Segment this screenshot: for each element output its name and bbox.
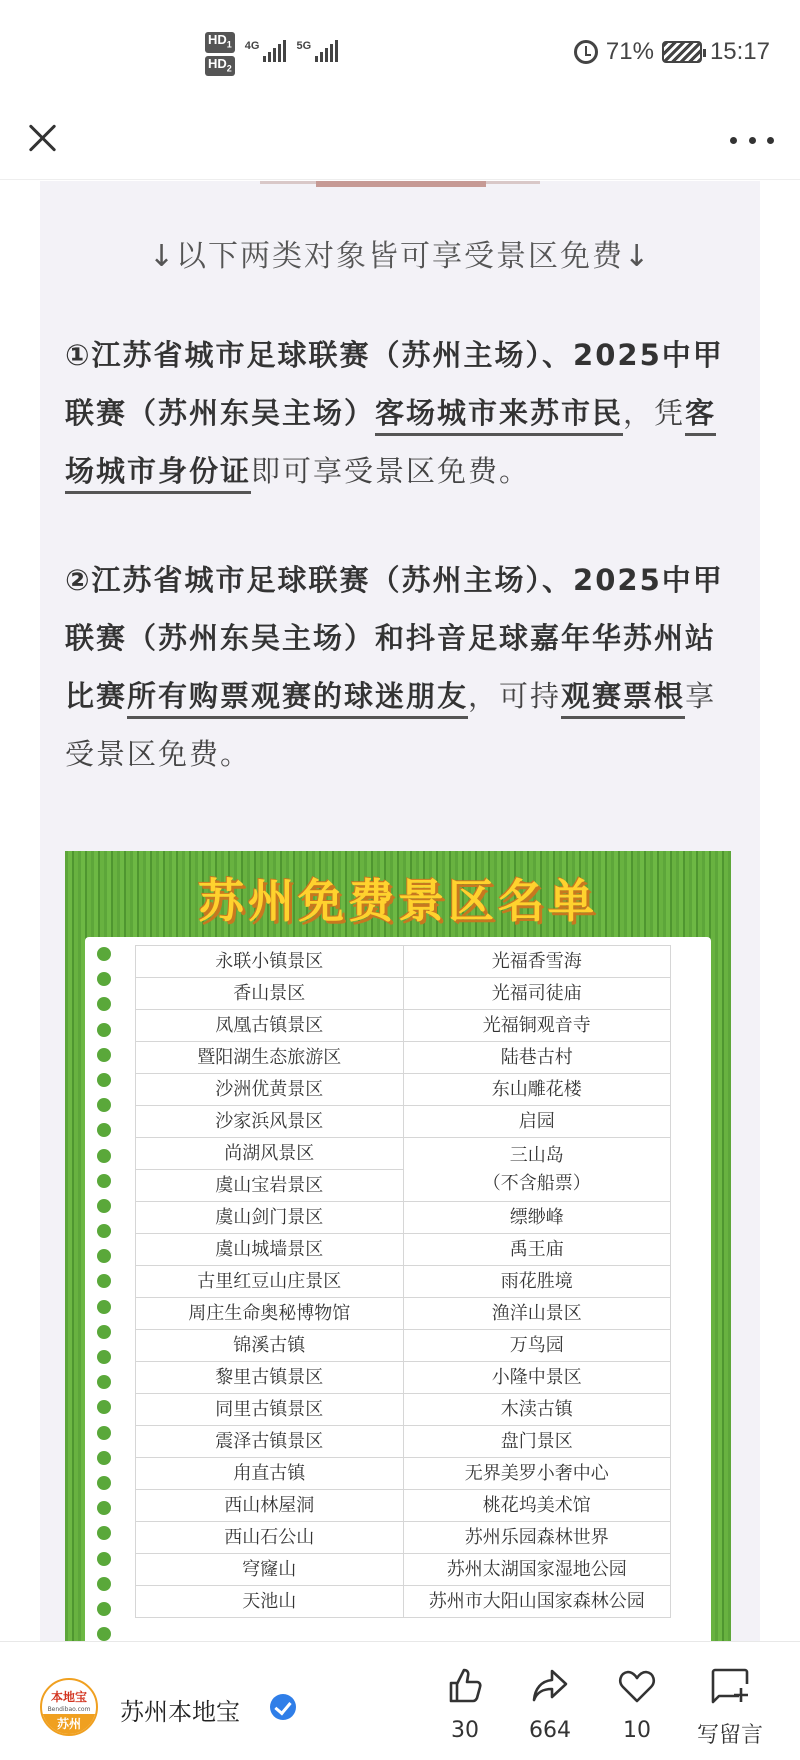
table-row: [136, 1394, 671, 1426]
scenic-left-cell: 凤凰古镇景区: [136, 1010, 404, 1042]
ring-dot: [97, 1375, 111, 1389]
battery-percent: 71%: [605, 38, 654, 65]
more-icon[interactable]: [730, 130, 774, 150]
scenic-right-cell: 禹王庙: [403, 1234, 671, 1266]
ring-dot: [97, 1325, 111, 1339]
clock: 15:17: [709, 38, 770, 65]
table-row: [136, 1202, 671, 1234]
comment-label: 写留言: [696, 1723, 763, 1748]
avatar-city: 苏州: [42, 1714, 96, 1734]
para2-underline-b: 观赛票根: [561, 679, 685, 719]
para1-text-b: 即可享受景区免费。: [251, 454, 531, 488]
table-row: [136, 1554, 671, 1586]
comment-button[interactable]: [680, 1662, 780, 1749]
ring-dot: [97, 1526, 111, 1540]
favorite-button[interactable]: [597, 1662, 677, 1743]
ring-dot: [97, 1073, 111, 1087]
ring-dot: [97, 1199, 111, 1213]
table-row: [136, 1010, 671, 1042]
ring-dot: [97, 1577, 111, 1591]
scenic-left-cell: 震泽古镇景区: [136, 1426, 404, 1458]
ring-dot: [97, 1426, 111, 1440]
paragraph-1: [65, 326, 735, 500]
scenic-right-cell: 东山雕花楼: [403, 1074, 671, 1106]
share-button[interactable]: [510, 1662, 590, 1743]
ring-dot: [97, 1400, 111, 1414]
table-row: [136, 1266, 671, 1298]
para2-underline-a: 所有购票观赛的球迷朋友: [127, 679, 468, 719]
scenic-right-merged-line1: 三山岛: [509, 1144, 564, 1166]
scenic-table: [135, 945, 671, 1618]
scenic-right-cell: 雨花胜境: [403, 1266, 671, 1298]
avatar[interactable]: [40, 1678, 98, 1736]
share-count: 664: [529, 1718, 571, 1743]
scenic-left-cell: 永联小镇景区: [136, 946, 404, 978]
para2-bold: ②江苏省城市足球联赛（苏州主场）、2025中甲联赛（苏州东吴主场）和抖音足球嘉年华苏州站比赛: [65, 563, 724, 713]
scenic-right-cell: 无界美罗小奢中心: [403, 1458, 671, 1490]
scenic-list-poster[interactable]: [65, 851, 731, 1641]
scenic-right-cell: 桃花坞美术馆: [403, 1490, 671, 1522]
scenic-right-cell: 苏州太湖国家湿地公园: [403, 1554, 671, 1586]
table-row: [136, 1426, 671, 1458]
comment-icon: [680, 1662, 780, 1710]
table-row: [136, 1522, 671, 1554]
table-row: [136, 1490, 671, 1522]
table-row: [136, 1458, 671, 1490]
avatar-logo-url: Bendibao.com: [47, 1706, 91, 1713]
scenic-left-cell: 沙家浜风景区: [136, 1106, 404, 1138]
heart-icon: [597, 1662, 677, 1710]
scenic-left-cell: 虞山宝岩景区: [136, 1170, 404, 1202]
ring-dot: [97, 997, 111, 1011]
scenic-right-cell: 苏州乐园森林世界: [403, 1522, 671, 1554]
scenic-left-cell: 暨阳湖生态旅游区: [136, 1042, 404, 1074]
net2-label: 5G: [296, 40, 312, 52]
para2-text-b: 享受景区免费。: [65, 679, 717, 771]
signal-4g-icon: [245, 40, 287, 62]
verified-icon: [270, 1694, 296, 1720]
scenic-left-cell: 锦溪古镇: [136, 1330, 404, 1362]
scenic-left-cell: 沙洲优黄景区: [136, 1074, 404, 1106]
scenic-left-cell: 周庄生命奥秘博物馆: [136, 1298, 404, 1330]
ring-dot: [97, 1501, 111, 1515]
ring-dot: [97, 1023, 111, 1037]
scenic-right-cell: 盘门景区: [403, 1426, 671, 1458]
scenic-right-cell: 木渎古镇: [403, 1394, 671, 1426]
paragraph-2: [65, 551, 735, 783]
para1-bold: ①江苏省城市足球联赛（苏州主场）、2025中甲联赛（苏州东吴主场）: [65, 338, 724, 430]
list-paper: [85, 937, 711, 1641]
ring-dot: [97, 1123, 111, 1137]
ring-dot: [97, 1098, 111, 1112]
table-row: [136, 946, 671, 978]
article-content[interactable]: [0, 181, 800, 1641]
thumbs-up-icon: [425, 1662, 505, 1710]
scenic-left-cell: 古里红豆山庄景区: [136, 1266, 404, 1298]
like-count: 30: [451, 1718, 479, 1743]
scenic-right-cell: 光福香雪海: [403, 946, 671, 978]
ring-dot: [97, 1149, 111, 1163]
table-row: [136, 1106, 671, 1138]
intro-text: ↓以下两类对象皆可享受景区免费↓: [148, 239, 652, 274]
scenic-right-merged-line2: （不含船票）: [482, 1172, 591, 1194]
status-right: [574, 38, 770, 66]
divider-accent: [316, 181, 486, 187]
ring-dot: [97, 1249, 111, 1263]
scenic-right-cell: 缥缈峰: [403, 1202, 671, 1234]
hd2-badge: $HD_2$: [205, 56, 235, 77]
scenic-left-cell: 香山景区: [136, 978, 404, 1010]
para1-underline-b: 客场城市身份证: [65, 396, 716, 494]
ring-dot: [97, 1300, 111, 1314]
network-indicators: [205, 32, 338, 82]
content-card: [40, 181, 760, 1641]
ring-dot: [97, 1602, 111, 1616]
scenic-left-cell: 穹窿山: [136, 1554, 404, 1586]
table-row: [136, 1138, 671, 1170]
scenic-left-cell: 同里古镇景区: [136, 1394, 404, 1426]
para1-underline-a: 客场城市来苏市民: [375, 396, 623, 436]
table-row: [136, 978, 671, 1010]
scenic-right-cell: 小隆中景区: [403, 1362, 671, 1394]
table-row: [136, 1234, 671, 1266]
table-row: [136, 1586, 671, 1618]
scenic-right-cell: 陆巷古村: [403, 1042, 671, 1074]
ring-dot: [97, 972, 111, 986]
scenic-left-cell: 西山林屋洞: [136, 1490, 404, 1522]
para1-text-a: ，凭: [623, 396, 686, 430]
table-row: [136, 1042, 671, 1074]
ring-dot: [97, 1627, 111, 1641]
hd1-badge: $HD_1$: [205, 32, 235, 53]
ring-dot: [97, 1451, 111, 1465]
scenic-left-cell: 甪直古镇: [136, 1458, 404, 1490]
scenic-right-cell: 启园: [403, 1106, 671, 1138]
bottom-bar: [0, 1641, 800, 1760]
signal-5g-icon: [296, 40, 338, 62]
scenic-left-cell: 尚湖风景区: [136, 1138, 404, 1170]
ring-dot: [97, 1048, 111, 1062]
table-row: [136, 1330, 671, 1362]
alarm-icon: [574, 40, 598, 64]
close-icon[interactable]: [22, 118, 62, 158]
scenic-right-cell: 渔洋山景区: [403, 1298, 671, 1330]
hd-indicators: [205, 32, 235, 76]
table-row: [136, 1362, 671, 1394]
scenic-left-cell: 西山石公山: [136, 1522, 404, 1554]
battery-charging-icon: [662, 41, 702, 63]
ring-dot: [97, 1224, 111, 1238]
scenic-right-cell: 光福铜观音寺: [403, 1010, 671, 1042]
ring-dot: [97, 1274, 111, 1288]
ring-dot: [97, 1552, 111, 1566]
net1-label: 4G: [244, 40, 260, 52]
scenic-left-cell: 虞山城墙景区: [136, 1234, 404, 1266]
scenic-right-merged-cell: [403, 1138, 671, 1202]
ring-dot: [97, 947, 111, 961]
table-row: [136, 1074, 671, 1106]
scenic-right-cell: 光福司徒庙: [403, 978, 671, 1010]
like-button[interactable]: [425, 1662, 505, 1743]
fav-count: 10: [623, 1718, 651, 1743]
poster-title: 苏州免费景区名单: [198, 874, 598, 928]
table-row: [136, 1298, 671, 1330]
share-icon: [510, 1662, 590, 1710]
para2-text-a: ，可持: [468, 679, 562, 713]
ring-dot: [97, 1476, 111, 1490]
ring-dot: [97, 1174, 111, 1188]
scenic-left-cell: 虞山剑门景区: [136, 1202, 404, 1234]
scenic-right-cell: 苏州市大阳山国家森林公园: [403, 1586, 671, 1618]
account-name[interactable]: 苏州本地宝: [120, 1698, 240, 1726]
scenic-left-cell: 天池山: [136, 1586, 404, 1618]
scenic-right-cell: 万鸟园: [403, 1330, 671, 1362]
status-bar: [0, 0, 800, 110]
nav-bar: [0, 110, 800, 180]
avatar-logo-text: 本地宝: [50, 1690, 87, 1704]
notebook-rings: [97, 947, 117, 1641]
scenic-left-cell: 黎里古镇景区: [136, 1362, 404, 1394]
ring-dot: [97, 1350, 111, 1364]
